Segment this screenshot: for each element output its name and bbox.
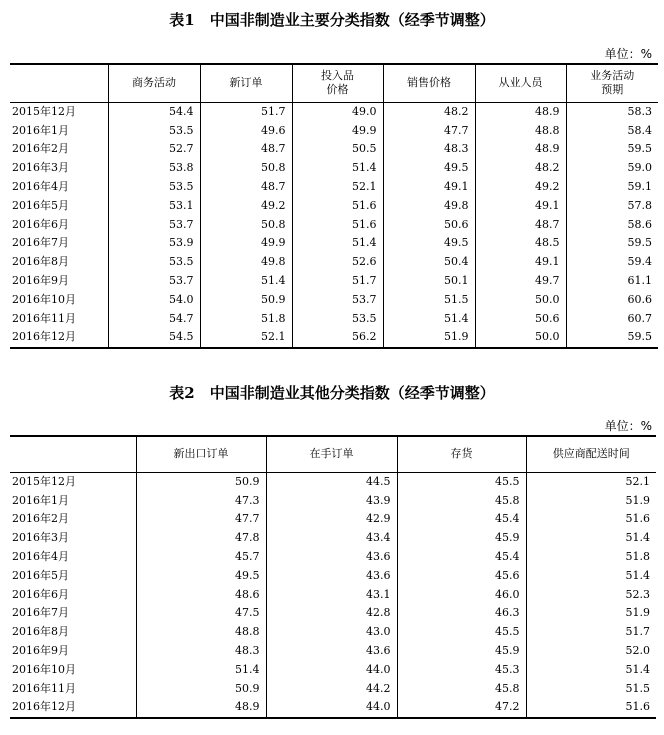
table-cell: 54.4 [108, 102, 200, 121]
table-cell: 53.8 [108, 159, 200, 178]
table-cell: 45.7 [136, 548, 266, 567]
table-row [10, 102, 658, 121]
table-row [10, 623, 656, 642]
table-row [10, 642, 656, 661]
table-cell: 49.1 [475, 253, 566, 272]
table-cell: 48.7 [200, 178, 292, 197]
table-row [10, 698, 656, 718]
table1 [10, 63, 658, 349]
table-cell: 45.9 [397, 529, 526, 548]
table-cell: 51.7 [526, 623, 656, 642]
table-cell: 45.4 [397, 510, 526, 529]
row-label: 2016年6月 [12, 587, 69, 601]
table-cell: 51.6 [526, 510, 656, 529]
table-row [10, 290, 658, 309]
column-header: 新出口订单 [136, 436, 266, 472]
row-label: 2016年8月 [12, 255, 69, 269]
table-cell: 46.3 [397, 604, 526, 623]
row-label: 2015年12月 [12, 104, 76, 118]
table-cell: 49.5 [383, 159, 475, 178]
table-row [10, 660, 656, 679]
table-cell: 53.5 [108, 178, 200, 197]
table-cell: 60.7 [566, 309, 658, 328]
table2 [10, 435, 656, 719]
table-cell: 44.0 [266, 660, 397, 679]
table-cell: 48.9 [475, 140, 566, 159]
table-cell: 48.8 [475, 121, 566, 140]
table-cell: 48.9 [475, 102, 566, 121]
table-row [10, 472, 656, 491]
table-cell: 58.4 [566, 121, 658, 140]
table-cell: 48.8 [136, 623, 266, 642]
table-cell: 51.6 [526, 698, 656, 718]
table-cell: 59.4 [566, 253, 658, 272]
column-header: 商务活动 [108, 64, 200, 102]
table-row [10, 566, 656, 585]
row-label: 2016年3月 [12, 531, 69, 545]
table-cell: 49.9 [200, 234, 292, 253]
table-cell: 49.8 [383, 196, 475, 215]
table-cell: 50.0 [475, 290, 566, 309]
table-cell: 59.5 [566, 234, 658, 253]
table-row [10, 309, 658, 328]
table-cell: 51.9 [526, 604, 656, 623]
table-cell: 58.6 [566, 215, 658, 234]
table-cell: 43.6 [266, 548, 397, 567]
row-label: 2016年1月 [12, 123, 69, 137]
table-cell: 45.6 [397, 566, 526, 585]
table-cell: 51.7 [200, 102, 292, 121]
table-cell: 59.5 [566, 328, 658, 348]
table-cell: 51.6 [292, 215, 383, 234]
column-header: 在手订单 [266, 436, 397, 472]
table-cell: 50.5 [292, 140, 383, 159]
table-cell: 45.5 [397, 472, 526, 491]
table1-title: 表1 中国非制造业主要分类指数（经季节调整） [169, 11, 495, 29]
table-cell: 49.9 [292, 121, 383, 140]
table-cell: 54.0 [108, 290, 200, 309]
table-cell: 50.6 [383, 215, 475, 234]
column-header: 销售价格 [383, 64, 475, 102]
table-cell: 52.0 [526, 642, 656, 661]
table-cell: 59.1 [566, 178, 658, 197]
row-label: 2016年3月 [12, 161, 69, 175]
table-cell: 42.8 [266, 604, 397, 623]
table2-title: 表2 中国非制造业其他分类指数（经季节调整） [169, 384, 495, 402]
table-cell: 50.9 [200, 290, 292, 309]
row-label: 2016年6月 [12, 217, 69, 231]
table2-unit: 单位：% [604, 419, 652, 433]
table-cell: 51.6 [292, 196, 383, 215]
table-cell: 51.8 [200, 309, 292, 328]
table-cell: 46.0 [397, 585, 526, 604]
table-cell: 47.3 [136, 491, 266, 510]
table-row [10, 178, 658, 197]
table-cell: 50.1 [383, 272, 475, 291]
table-cell: 47.7 [136, 510, 266, 529]
table-cell: 54.5 [108, 328, 200, 348]
table2-corner-header [10, 436, 136, 472]
row-label: 2016年4月 [12, 550, 69, 564]
table-cell: 50.0 [475, 328, 566, 348]
row-label: 2016年12月 [12, 700, 76, 714]
table-cell: 51.4 [136, 660, 266, 679]
table-cell: 43.4 [266, 529, 397, 548]
row-label: 2016年11月 [12, 311, 76, 325]
table-cell: 53.5 [292, 309, 383, 328]
row-label: 2016年5月 [12, 198, 69, 212]
table-cell: 53.7 [108, 215, 200, 234]
table-cell: 48.2 [383, 102, 475, 121]
table-cell: 51.4 [526, 566, 656, 585]
table-cell: 49.6 [200, 121, 292, 140]
table-row [10, 491, 656, 510]
table-cell: 48.3 [383, 140, 475, 159]
table-cell: 49.1 [475, 196, 566, 215]
row-label: 2016年8月 [12, 625, 69, 639]
table-cell: 52.7 [108, 140, 200, 159]
table-row [10, 679, 656, 698]
table-cell: 49.2 [200, 196, 292, 215]
column-header: 投入品价格 [292, 64, 383, 102]
table-cell: 43.1 [266, 585, 397, 604]
row-label: 2016年4月 [12, 180, 69, 194]
table-cell: 54.7 [108, 309, 200, 328]
table-cell: 48.3 [136, 642, 266, 661]
table-cell: 49.8 [200, 253, 292, 272]
table-cell: 50.9 [136, 472, 266, 491]
table-cell: 53.9 [108, 234, 200, 253]
table-cell: 58.3 [566, 102, 658, 121]
table-cell: 45.8 [397, 679, 526, 698]
table-cell: 45.9 [397, 642, 526, 661]
table-cell: 44.2 [266, 679, 397, 698]
table-cell: 51.5 [526, 679, 656, 698]
row-label: 2016年1月 [12, 493, 69, 507]
table-cell: 50.4 [383, 253, 475, 272]
table1-corner-header [10, 64, 108, 102]
table-cell: 48.9 [136, 698, 266, 718]
table-cell: 51.5 [383, 290, 475, 309]
table-cell: 50.6 [475, 309, 566, 328]
column-header: 新订单 [200, 64, 292, 102]
table-row [10, 215, 658, 234]
table-cell: 50.9 [136, 679, 266, 698]
table-cell: 43.9 [266, 491, 397, 510]
table-cell: 51.4 [292, 159, 383, 178]
table-cell: 51.8 [526, 548, 656, 567]
table-cell: 48.7 [475, 215, 566, 234]
table-cell: 48.2 [475, 159, 566, 178]
table-cell: 60.6 [566, 290, 658, 309]
table-row [10, 529, 656, 548]
table-cell: 53.7 [292, 290, 383, 309]
column-header: 业务活动预期 [566, 64, 658, 102]
table-cell: 51.4 [526, 660, 656, 679]
table-cell: 52.6 [292, 253, 383, 272]
table-cell: 61.1 [566, 272, 658, 291]
table-cell: 42.9 [266, 510, 397, 529]
table-cell: 51.4 [200, 272, 292, 291]
table-cell: 49.1 [383, 178, 475, 197]
table-cell: 56.2 [292, 328, 383, 348]
row-label: 2016年7月 [12, 236, 69, 250]
table-cell: 45.8 [397, 491, 526, 510]
column-header: 存货 [397, 436, 526, 472]
row-label: 2016年7月 [12, 606, 69, 620]
table-row [10, 510, 656, 529]
table-cell: 43.6 [266, 642, 397, 661]
table-cell: 45.4 [397, 548, 526, 567]
row-label: 2016年9月 [12, 644, 69, 658]
table-cell: 52.3 [526, 585, 656, 604]
table-cell: 52.1 [526, 472, 656, 491]
table-row [10, 548, 656, 567]
table-cell: 45.5 [397, 623, 526, 642]
table-cell: 49.0 [292, 102, 383, 121]
table-cell: 59.5 [566, 140, 658, 159]
table-cell: 44.5 [266, 472, 397, 491]
row-label: 2015年12月 [12, 474, 76, 488]
table-cell: 47.5 [136, 604, 266, 623]
table-cell: 43.6 [266, 566, 397, 585]
row-label: 2016年2月 [12, 512, 69, 526]
column-header: 供应商配送时间 [526, 436, 656, 472]
row-label: 2016年10月 [12, 662, 76, 676]
table-cell: 50.8 [200, 159, 292, 178]
row-label: 2016年5月 [12, 568, 69, 582]
table-cell: 49.7 [475, 272, 566, 291]
table-row [10, 585, 656, 604]
table-row [10, 121, 658, 140]
table-row [10, 196, 658, 215]
row-label: 2016年10月 [12, 292, 76, 306]
table-cell: 59.0 [566, 159, 658, 178]
table-cell: 53.5 [108, 253, 200, 272]
table-cell: 49.5 [136, 566, 266, 585]
table-row [10, 159, 658, 178]
table-cell: 48.6 [136, 585, 266, 604]
table-row [10, 272, 658, 291]
table-cell: 51.7 [292, 272, 383, 291]
table-cell: 47.2 [397, 698, 526, 718]
table-cell: 51.9 [526, 491, 656, 510]
row-label: 2016年11月 [12, 681, 76, 695]
table-cell: 48.7 [200, 140, 292, 159]
table-cell: 51.4 [383, 309, 475, 328]
table-cell: 48.5 [475, 234, 566, 253]
table-cell: 50.8 [200, 215, 292, 234]
table1-unit: 单位：% [604, 47, 652, 61]
table-cell: 47.8 [136, 529, 266, 548]
table-row [10, 604, 656, 623]
table-cell: 43.0 [266, 623, 397, 642]
table-cell: 51.4 [526, 529, 656, 548]
row-label: 2016年9月 [12, 274, 69, 288]
table-cell: 44.0 [266, 698, 397, 718]
table-cell: 52.1 [200, 328, 292, 348]
table-cell: 49.5 [383, 234, 475, 253]
row-label: 2016年2月 [12, 142, 69, 156]
table-row [10, 253, 658, 272]
table-cell: 51.4 [292, 234, 383, 253]
table-row [10, 234, 658, 253]
table-cell: 49.2 [475, 178, 566, 197]
table-cell: 51.9 [383, 328, 475, 348]
table-cell: 45.3 [397, 660, 526, 679]
table-row [10, 328, 658, 348]
column-header: 从业人员 [475, 64, 566, 102]
table-cell: 57.8 [566, 196, 658, 215]
table-cell: 53.5 [108, 121, 200, 140]
table-cell: 53.1 [108, 196, 200, 215]
table-row [10, 140, 658, 159]
table-cell: 47.7 [383, 121, 475, 140]
table-cell: 53.7 [108, 272, 200, 291]
table-cell: 52.1 [292, 178, 383, 197]
row-label: 2016年12月 [12, 330, 76, 344]
